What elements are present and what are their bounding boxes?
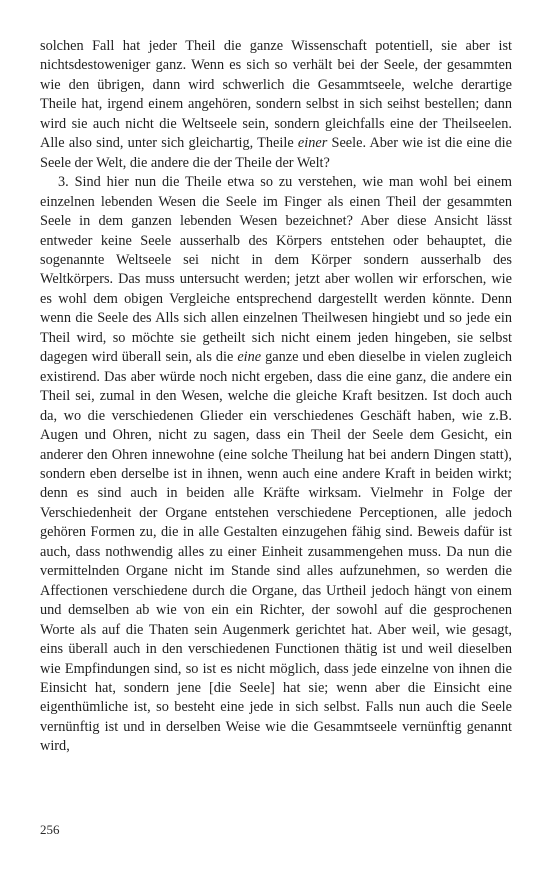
text-segment: solchen Fall hat jeder Theil die ganze Wissenschaft potentiell, sie aber ist nichtsdestoweniger ganz. Wenn es sich so verhält bei der Seele, der gesammten wie den übrigen, dann wird schwerlich die Gesammtseele, welche derartige Theile hat, irgend einem angehören, sondern selbst in sich seihst bestellen; dann wird sie auch nicht die Weltseele sein, sondern gleichfalls eine der Theilseelen. Alle also sind, unter sich gleichartig, Theile: [40, 38, 512, 152]
emphasis-einer: einer: [297, 135, 328, 152]
page-number: 256: [40, 822, 60, 837]
page-body: [40, 37, 512, 757]
paragraph-1: [40, 37, 512, 173]
paragraph-2: [40, 173, 512, 757]
text-segment: ganze und eben dieselbe in vielen zugleich existirend. Das aber würde noch nicht ergeben, dass die eine ganz, die andere ein Theil sei, zumal in den Wesen, welche die gleiche Kraft besitzen. Ist doch auch da, wo die verschiedenen Glieder ein verschiedenes Geschäft haben, wie z.B. Augen und Ohren, nicht zu sagen, dass ein Theil der Seele dem Gesicht, ein anderer den Ohren innewohne (eine solche Theilung hat bei andern Dingen statt), sondern eben derselbe ist in ihnen, wenn auch eine andere Kraft in beiden wirkt; denn es sind auch in beiden alle Kräfte wirksam. Vielmehr in Folge der Verschiedenheit der Organe entstehen verschiedene Perceptionen, alle jedoch gehören Formen zu, die in alle Gestalten einzugehen fähig sind. Beweis dafür ist auch, dass nothwendig alles zu einer Einheit zusammengehen muss. Da nun die vermittelnden Organe nicht im Stande sind alles aufzunehmen, so werden die Affectionen verschiedene durch die Organe, das Urtheil jedoch hängt von einem und demselben ab wie von ein ein Richter, der sowohl auf die gesprochenen Worte als auf die Thaten sein Augenmerk gerichtet hat. Aber weil, wie gesagt, eins überall auch in den verschiedenen Functionen thätig ist und weil dieselben wie Empfindungen sind, so ist es nicht möglich, dass jede einzelne von ihnen die Einsicht hat, sondern jene [die Seele] hat sie; wenn aber die Einsicht eine eigenthümliche ist, so besteht eine jede in sich selbst. Falls nun auch die Seele vernünftig ist und in derselben Weise wie die Gesammtseele vernünftig genannt wird,: [40, 349, 513, 755]
emphasis-eine: eine: [237, 349, 262, 366]
text-segment: Seele. Aber wie ist die eine die Seele der Welt, die andere die der Theile der Welt?: [40, 135, 512, 171]
text-block: [40, 37, 512, 757]
text-segment: 3. Sind hier nun die Theile etwa so zu verstehen, wie man wohl bei einem einzelnen lebenden Wesen die Seele im Finger als einen Theil der gesammten Seele in dem ganzen lebenden Wesen bezeichnet? Aber diese Ansicht lässt entweder keine Seele ausserhalb des Körpers entstehen oder behauptet, die sogenannte Weltseele sei nicht in dem Körper sondern ausserhalb des Weltkörpers. Das muss untersucht werden; jetzt aber wollen wir erforschen, wie es wohl dem obigen Vergleiche entsprechend dargestellt werden könnte. Denn wenn die Seele des Alls sich allen einzelnen Theilwesen hingiebt und so jede ein Theil wird, so möchte sie getheilt sich nicht einem jeden hingeben, sie selbst dagegen wird überall sein, als die: [40, 174, 512, 366]
